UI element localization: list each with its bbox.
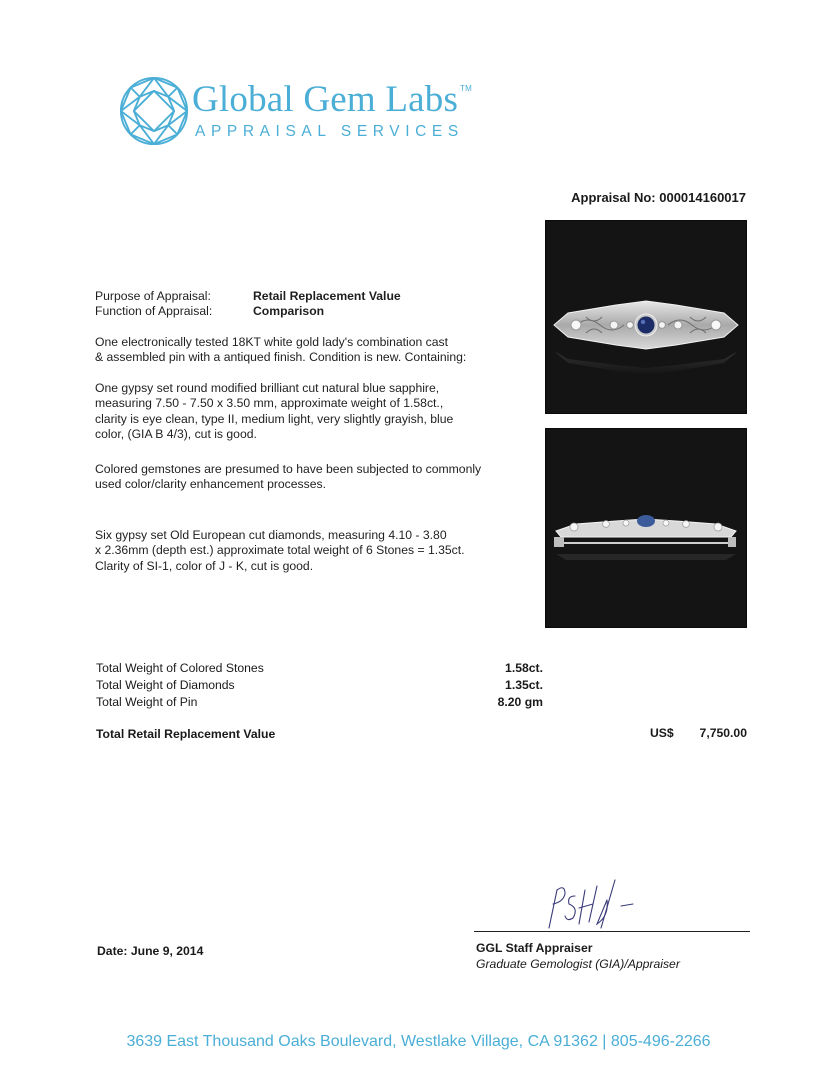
pin-weight-label: Total Weight of Pin [96,695,198,709]
item-description: One electronically tested 18KT white gold lady's combination cast & assembled pin with a antiqued finish. Condition is new. Containing: [95,335,467,365]
diamonds-weight-label: Total Weight of Diamonds [96,678,235,692]
footer-address: 3639 East Thousand Oaks Boulevard, Westlake Village, CA 91362 | 805-496-2266 [126,1033,711,1050]
brand-tagline: APPRAISAL SERVICES [195,123,464,140]
purpose-value: Retail Replacement Value [253,289,401,303]
function-label: Function of Appraisal: [95,304,213,318]
function-value: Comparison [253,304,325,318]
appraiser-signature [535,878,645,933]
colored-stones-value: 1.58ct. [505,661,543,675]
gem-logo-icon [118,75,190,147]
appraiser-title: GGL Staff Appraiser [476,941,593,955]
appraisal-number: Appraisal No: 000014160017 [571,190,746,205]
sapphire-description: One gypsy set round modified brilliant cut natural blue sapphire, measuring 7.50 - 7.50 x 3.50 mm, approximate weight of 1.58ct., clarity is eye clean, type II, medium light, very slightly grayish, blue color, (GIA B 4/3), cut is good. [95,381,454,442]
appraisal-date: Date: June 9, 2014 [97,944,204,958]
brand-name: Global Gem Labs ™ [192,79,472,120]
signature-line [474,931,750,932]
retail-value: 7,750.00 [699,726,747,740]
diamonds-description: Six gypsy set Old European cut diamonds, measuring 4.10 - 3.80 x 2.36mm (depth est.) approximate total weight of 6 Stones = 1.35ct. Clarity of SI-1, color of J - K, cut is good. [95,528,465,573]
pin-weight-value: 8.20 gm [497,695,543,709]
treatment-disclosure: Colored gemstones are presumed to have been subjected to commonly used color/clarity enhancement processes. [95,462,482,492]
retail-value-label: Total Retail Replacement Value [96,727,276,741]
pin-photo-front [545,220,747,414]
purpose-label: Purpose of Appraisal: [95,289,211,303]
trademark-mark: TM [460,84,472,93]
retail-currency: US$ [650,726,674,740]
diamonds-weight-value: 1.35ct. [505,678,543,692]
appraiser-credential: Graduate Gemologist (GIA)/Appraiser [476,957,680,971]
colored-stones-label: Total Weight of Colored Stones [96,661,264,675]
pin-photo-side [545,428,747,628]
